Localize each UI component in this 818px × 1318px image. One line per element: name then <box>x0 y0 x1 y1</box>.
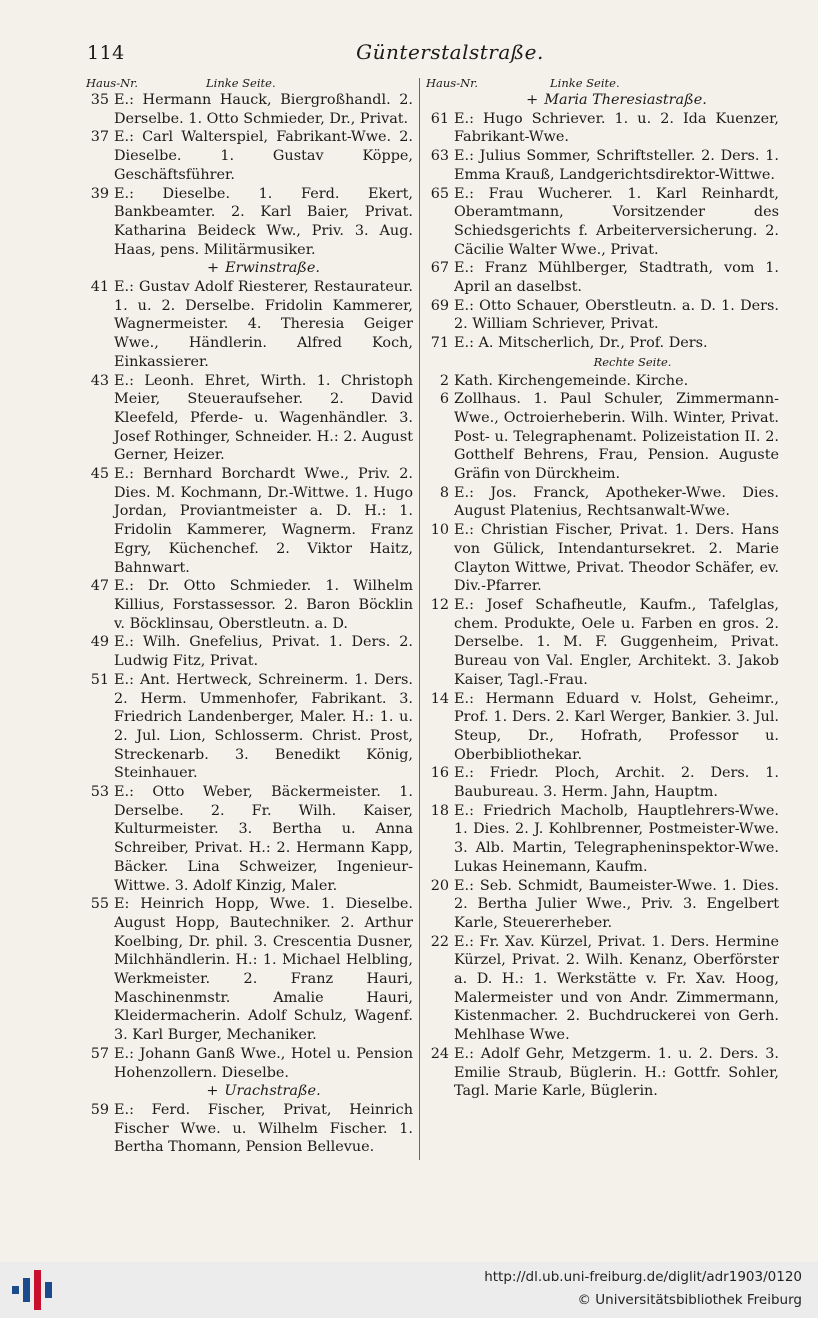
address-entry <box>426 390 779 484</box>
address-entry <box>86 91 413 128</box>
street-name: Maria Theresiastraße. <box>544 92 707 108</box>
entry-text: E.: Hermann Eduard v. Holst, Geheimr., Prof. 1. Ders. 2. Karl Werger, Bankier. 3. Jul. Steup, Dr., Hofrath, Professor u. Oberbibliothekar. <box>454 690 779 763</box>
entry-text: E.: Otto Weber, Bäckermeister. 1. Derselbe. 2. Fr. Wilh. Kaiser, Kulturmeister. 3. Bertha u. Anna Schreiber, Privat. H.: 2. Hermann Kapp, Bäcker. Lina Schweizer, Ingenieur-Wittwe. 3. Adolf Kinzig, Maler. <box>114 784 413 894</box>
cross-street-icon: + <box>207 260 220 277</box>
address-entry <box>426 877 779 933</box>
entry-text: E.: Wilh. Gnefelius, Privat. 1. Ders. 2. Ludwig Fitz, Privat. <box>114 634 413 670</box>
right-column <box>426 74 779 1234</box>
house-number: 45 <box>90 466 109 483</box>
entry-text: E.: Johann Ganß Wwe., Hotel u. Pension Hohenzollern. Dieselbe. <box>114 1045 413 1081</box>
entry-text: E.: Dieselbe. 1. Ferd. Ekert, Bankbeamter. 2. Karl Baier, Privat. Katharina Beideck Ww., Priv. 3. Aug. Haas, pens. Militärmusiker. <box>114 185 413 258</box>
address-entry <box>426 933 779 1045</box>
house-number: 8 <box>439 484 449 501</box>
address-entry <box>426 259 779 296</box>
house-number: 55 <box>90 896 109 913</box>
entry-text: E.: Ant. Hertweck, Schreinerm. 1. Ders. 2. Herm. Ummenhofer, Fabrikant. 3. Friedrich Landenberger, Maler. H.: 1. u. 2. Jul. Lion, Schlosserm. Christ. Prost, Streckenarb. 3. Benedikt König, Steinhauer. <box>114 671 413 782</box>
page-number: 114 <box>87 42 125 64</box>
left-column <box>86 74 413 1234</box>
house-number: 18 <box>430 802 449 819</box>
house-number: 59 <box>90 1101 109 1118</box>
house-number: 24 <box>430 1045 449 1062</box>
address-entry <box>86 671 413 783</box>
address-entry <box>86 633 413 670</box>
house-number: 16 <box>430 765 449 782</box>
ub-freiburg-logo-icon <box>10 1270 52 1310</box>
street-heading <box>86 1082 413 1101</box>
copyright-notice: © Universitätsbibliothek Freiburg <box>577 1292 802 1308</box>
house-number: 22 <box>430 933 449 950</box>
house-number: 35 <box>90 92 109 108</box>
house-number: 61 <box>430 110 449 127</box>
address-entry <box>86 1101 413 1157</box>
address-entry <box>426 802 779 877</box>
entry-text: E.: Gustav Adolf Riesterer, Restaurateur. 1. u. 2. Derselbe. Fridolin Kammerer, Wagnermeister. 4. Theresia Geiger Wwe., Händlerin. Alfred Koch, Einkassierer. <box>114 279 413 370</box>
address-entry <box>86 895 413 1045</box>
house-number: 69 <box>430 297 449 314</box>
entry-text: E.: Fr. Xav. Kürzel, Privat. 1. Ders. Hermine Kürzel, Privat. 2. Wilh. Kenanz, Oberförster a. D. H.: 1. Werkstätte v. Fr. Xav. Hoog, Malermeister und von Andr. Zimmermann, Kistenmacher. 2. Buchdruckerei von Gerh. Mehlhase Wwe. <box>454 933 779 1044</box>
address-entry <box>426 1045 779 1101</box>
house-number: 20 <box>430 877 449 894</box>
address-entry <box>86 372 413 466</box>
entry-text: E.: Adolf Gehr, Metzgerm. 1. u. 2. Ders. 3. Emilie Straub, Büglerin. H.: Gottfr. Sohler, Tagl. Marie Karle, Büglerin. <box>454 1045 779 1100</box>
side-header: Linke Seite. <box>550 76 620 90</box>
address-entry <box>86 128 413 184</box>
house-number: 49 <box>90 634 109 651</box>
entry-text: E.: Julius Sommer, Schriftsteller. 2. Ders. 1. Emma Krauß, Landgerichtsdirektor-Wittwe. <box>454 148 779 183</box>
address-entry <box>86 278 413 372</box>
address-entry <box>426 690 779 765</box>
entry-text: E.: Ferd. Fischer, Privat, Heinrich Fischer Wwe. u. Wilhelm Fischer. 1. Bertha Thomann, Pension Bellevue. <box>114 1101 413 1156</box>
house-number-header: Haus-Nr. <box>426 76 479 90</box>
address-entry <box>86 185 413 260</box>
entry-text: E.: Hugo Schriever. 1. u. 2. Ida Kuenzer, Fabrikant-Wwe. <box>454 110 779 146</box>
house-number: 43 <box>90 372 109 389</box>
entry-text: E.: Friedrich Macholb, Hauptlehrers-Wwe. 1. Dies. 2. J. Kohlbrenner, Postmeister-Wwe. 3. Alb. Martin, Telegrapheninspektor-Wwe. Lukas Heinemann, Kaufm. <box>454 802 779 875</box>
entry-text: Kath. Kirchengemeinde. Kirche. <box>454 372 689 389</box>
house-number: 51 <box>90 671 109 688</box>
house-number: 57 <box>90 1045 109 1062</box>
entry-text: E.: Dr. Otto Schmieder. 1. Wilhelm Killius, Forstassessor. 2. Baron Böcklin v. Böcklinsau, Oberstleutn. a. D. <box>114 578 413 632</box>
footer-bar <box>0 1262 818 1318</box>
address-entry <box>426 596 779 690</box>
house-number: 10 <box>430 522 449 539</box>
entry-text: E.: Otto Schauer, Oberstleutn. a. D. 1. Ders. 2. William Schriever, Privat. <box>454 297 779 333</box>
address-entry <box>426 297 779 334</box>
address-entry <box>86 1045 413 1082</box>
left-column-header <box>86 74 413 91</box>
house-number: 14 <box>430 690 449 707</box>
house-number: 12 <box>430 596 449 613</box>
entry-text: Zollhaus. 1. Paul Schuler, Zimmermann-Wwe., Octroierheberin. Wilh. Winter, Privat. Post- u. Telegraphenamt. Polizeistation II. 2. Gotthelf Behrens, Frau, Pension. Auguste Gräfin von Dürckheim. <box>454 391 779 483</box>
entry-text: E.: Jos. Franck, Apotheker-Wwe. Dies. August Platenius, Rechtsanwalt-Wwe. <box>454 484 779 520</box>
address-entry <box>426 764 779 801</box>
house-number: 63 <box>430 148 449 165</box>
address-entry <box>86 465 413 577</box>
house-number: 53 <box>90 784 109 801</box>
entry-text: E.: Franz Mühlberger, Stadtrath, vom 1. April an daselbst. <box>454 260 779 296</box>
house-number: 6 <box>439 391 449 408</box>
house-number: 47 <box>90 578 109 595</box>
entry-text: E.: Frau Wucherer. 1. Karl Reinhardt, Oberamtmann, Vorsitzender des Schiedsgerichts f. Arbeiterversicherung. 2. Cäcilie Walter Wwe., Privat. <box>454 185 779 258</box>
house-number: 2 <box>439 372 449 389</box>
page-title: Günterstalstraße. <box>356 40 544 64</box>
address-entry <box>426 147 779 184</box>
entry-text: E.: Carl Walterspiel, Fabrikant-Wwe. 2. Dieselbe. 1. Gustav Köppe, Geschäftsführer. <box>114 129 413 183</box>
entry-text: E: Heinrich Hopp, Wwe. 1. Dieselbe. August Hopp, Bautechniker. 2. Arthur Koelbing, Dr. phil. 3. Crescentia Dusner, Milchhändlerin. H.: 1. Michael Helbling, Werkmeister. 2. Franz Hauri, Maschinenmstr. Amalie Hauri, Kleidermacherin. Adolf Schulz, Wagenf. 3. Karl Burger, Mechaniker. <box>114 896 413 1044</box>
street-heading <box>426 91 779 110</box>
address-entry <box>426 334 779 353</box>
entry-text: E.: A. Mitscherlich, Dr., Prof. Ders. <box>454 335 708 352</box>
house-number: 65 <box>430 185 449 202</box>
column-divider <box>419 78 420 1160</box>
entry-text: E.: Seb. Schmidt, Baumeister-Wwe. 1. Dies. 2. Bertha Julier Wwe., Priv. 3. Engelbert Karle, Steuererheber. <box>454 877 779 931</box>
entry-text: E.: Christian Fischer, Privat. 1. Ders. Hans von Gülick, Intendantursekret. 2. Marie Clayton Wittwe, Privat. Theodor Schäfer, ev. Div.-Pfarrer. <box>454 522 779 595</box>
address-entry <box>426 110 779 147</box>
side-subheader: Rechte Seite. <box>593 354 672 369</box>
street-heading <box>86 259 413 278</box>
address-entry <box>426 372 779 391</box>
entry-text: E.: Leonh. Ehret, Wirth. 1. Christoph Meier, Steueraufseher. 2. David Kleefeld, Pferde- u. Wagenhändler. 3. Josef Rothinger, Schneider. H.: 2. August Gerner, Heizer. <box>114 372 413 464</box>
right-column-header <box>426 74 779 91</box>
house-number: 39 <box>90 185 109 202</box>
address-entry <box>426 521 779 596</box>
address-entry <box>86 783 413 895</box>
street-name: Erwinstraße. <box>225 260 320 277</box>
cross-street-icon: + <box>526 92 539 108</box>
house-number: 71 <box>430 335 449 352</box>
side-header: Linke Seite. <box>206 76 276 90</box>
entry-text: E.: Friedr. Ploch, Archit. 2. Ders. 1. Baubureau. 3. Herm. Jahn, Hauptm. <box>454 765 779 801</box>
address-entry <box>426 185 779 260</box>
address-entry <box>426 484 779 521</box>
entry-text: E.: Josef Schafheutle, Kaufm., Tafelglas, chem. Produkte, Oele u. Farben en gros. 2. Derselbe. 1. M. F. Guggenheim, Privat. Bureau von Val. Engler, Architekt. 3. Jakob Kaiser, Tagl.-Frau. <box>454 596 779 688</box>
house-number: 67 <box>430 260 449 277</box>
entry-text: E.: Bernhard Borchardt Wwe., Priv. 2. Dies. M. Kochmann, Dr.-Wittwe. 1. Hugo Jordan, Proviantmeister a. D. H.: 1. Fridolin Kammerer, Wagnerm. Franz Egry, Küchenchef. 2. Viktor Haitz, Bahnwart. <box>114 466 413 576</box>
source-url-link[interactable]: http://dl.ub.uni-freiburg.de/diglit/adr1903/0120 <box>484 1269 802 1285</box>
house-number-header: Haus-Nr. <box>86 76 139 90</box>
address-entry <box>86 577 413 633</box>
entry-text: E.: Hermann Hauck, Biergroßhandl. 2. Derselbe. 1. Otto Schmieder, Dr., Privat. <box>114 92 413 127</box>
house-number: 41 <box>90 279 109 296</box>
cross-street-icon: + <box>206 1083 219 1100</box>
house-number: 37 <box>90 129 109 146</box>
street-name: Urachstraße. <box>224 1083 321 1100</box>
